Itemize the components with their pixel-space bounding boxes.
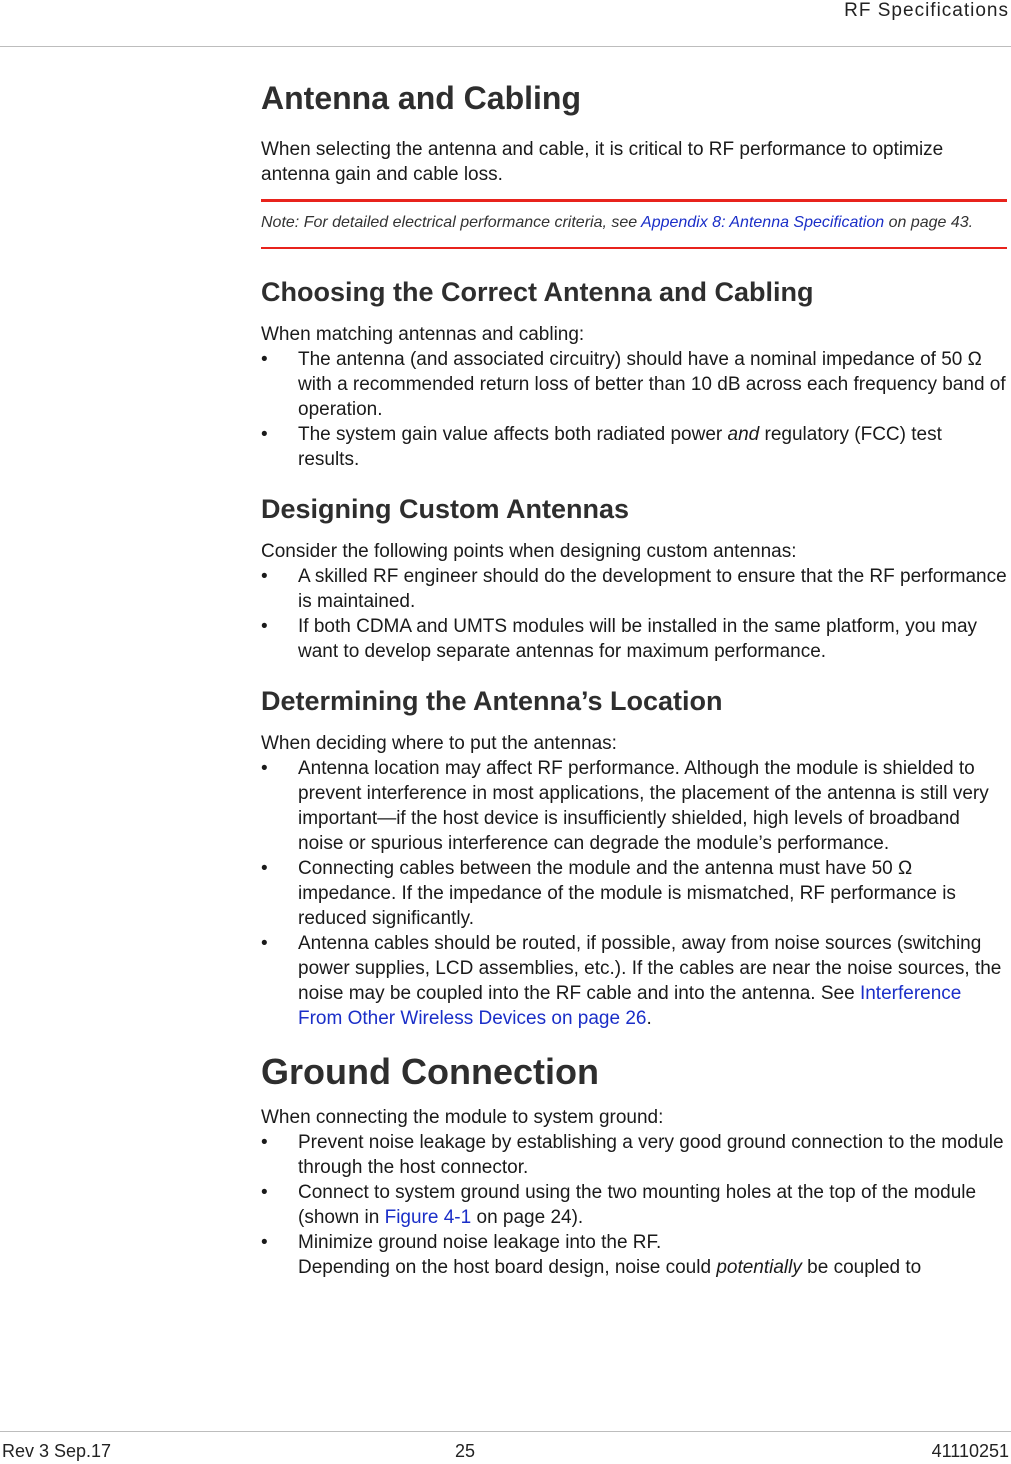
- note-suffix: on page 43.: [884, 214, 974, 231]
- emphasis-potentially: potentially: [716, 1257, 802, 1278]
- ground-intro: When connecting the module to system ground:: [261, 1107, 664, 1128]
- list-item-text: Connecting cables between the module and the antenna must have 50 Ω impedance. If the impedance of the module is mismatched, RF performance is reduced significantly.: [298, 858, 956, 929]
- appendix-8-link[interactable]: Appendix 8: Antenna Specification: [641, 214, 885, 231]
- bullet-icon: •: [261, 858, 268, 879]
- footer-doc-number: 41110251: [931, 1441, 1009, 1461]
- list-item-text: Minimize ground noise leakage into the RF.: [298, 1232, 662, 1253]
- list-item: [261, 564, 1007, 614]
- bullet-icon: •: [261, 424, 268, 445]
- list-item: [261, 1130, 1007, 1180]
- figure-4-1-link[interactable]: Figure 4-1: [384, 1207, 472, 1228]
- list-item-text: The antenna (and associated circuitry) should have a nominal impedance of 50 Ω with a recommended return loss of better than 10 dB across each frequency band of operation.: [298, 349, 1006, 420]
- bullet-icon: •: [261, 616, 268, 637]
- header-divider: [0, 46, 1011, 47]
- section-title-designing: Designing Custom Antennas: [261, 494, 630, 524]
- designing-list: [261, 564, 1007, 664]
- note-prefix: Note: For detailed electrical performance criteria, see: [261, 214, 642, 231]
- list-item-text: be coupled to: [801, 1257, 922, 1278]
- location-intro: When deciding where to put the antennas:: [261, 733, 617, 754]
- running-header-title: RF Specifications: [844, 0, 1009, 21]
- choosing-list: [261, 347, 1007, 472]
- note-text: [261, 210, 1007, 235]
- section-title-location: Determining the Antenna’s Location: [261, 686, 723, 716]
- section-title-ground: Ground Connection: [261, 1051, 599, 1092]
- list-item-text: A skilled RF engineer should do the development to ensure that the RF performance is maintained.: [298, 566, 1007, 612]
- list-item-text: Antenna location may affect RF performance. Although the module is shielded to prevent interference in most applications, the placement of the antenna is still very important—if the host device is insufficiently shielded, high levels of broadband noise or spurious interference can degrade the module’s performance.: [298, 758, 989, 854]
- location-list: [261, 756, 1007, 1031]
- choosing-intro: When matching antennas and cabling:: [261, 324, 585, 345]
- list-item: [261, 422, 1007, 472]
- page-content: [261, 72, 1007, 1280]
- list-item-text: If both CDMA and UMTS modules will be installed in the same platform, you may want to develop separate antennas for maximum performance.: [298, 616, 978, 662]
- footer-page-number: 25: [455, 1441, 476, 1461]
- list-item-text: Depending on the host board design, noise could: [298, 1257, 717, 1278]
- section-title-antenna-cabling: Antenna and Cabling: [261, 80, 581, 116]
- list-item: [261, 931, 1007, 1031]
- designing-intro: Consider the following points when designing custom antennas:: [261, 541, 797, 562]
- list-item-text: Prevent noise leakage by establishing a very good ground connection to the module through the host connector.: [298, 1132, 1004, 1178]
- bullet-icon: •: [261, 758, 268, 779]
- list-item-text: on page 24).: [471, 1207, 584, 1228]
- bullet-icon: •: [261, 349, 268, 370]
- list-item: [261, 347, 1007, 422]
- list-item: [261, 856, 1007, 931]
- list-item: [261, 614, 1007, 664]
- bullet-icon: •: [261, 1132, 268, 1153]
- note-box: [261, 199, 1007, 249]
- ground-list: [261, 1130, 1007, 1280]
- antenna-cabling-intro: When selecting the antenna and cable, it is critical to RF performance to optimize antenna gain and cable loss.: [261, 139, 944, 185]
- footer-divider: [0, 1431, 1011, 1432]
- list-item: [261, 1230, 1007, 1280]
- list-item-text: regulatory (FCC) test results.: [298, 424, 942, 470]
- list-item-text: Connect to system ground using the two mounting holes at the top of the module (shown in: [298, 1182, 977, 1228]
- bullet-icon: •: [261, 933, 268, 954]
- interference-link[interactable]: Interference From Other Wireless Devices on page 26: [298, 983, 962, 1029]
- list-item: [261, 756, 1007, 856]
- footer-revision: Rev 3 Sep.17: [2, 1441, 112, 1461]
- bullet-icon: •: [261, 1182, 268, 1203]
- list-item: [261, 1180, 1007, 1230]
- list-item-text: The system gain value affects both radiated power: [298, 424, 728, 445]
- bullet-icon: •: [261, 566, 268, 587]
- emphasis-and: and: [727, 424, 760, 445]
- section-title-choosing: Choosing the Correct Antenna and Cabling: [261, 277, 814, 307]
- bullet-icon: •: [261, 1232, 268, 1253]
- list-item-text: .: [646, 1008, 652, 1029]
- list-item-text: Antenna cables should be routed, if possible, away from noise sources (switching power supplies, LCD assemblies, etc.). If the cables are near the noise sources, the noise may be coupled into the RF cable and into the antenna. See: [298, 933, 1002, 1004]
